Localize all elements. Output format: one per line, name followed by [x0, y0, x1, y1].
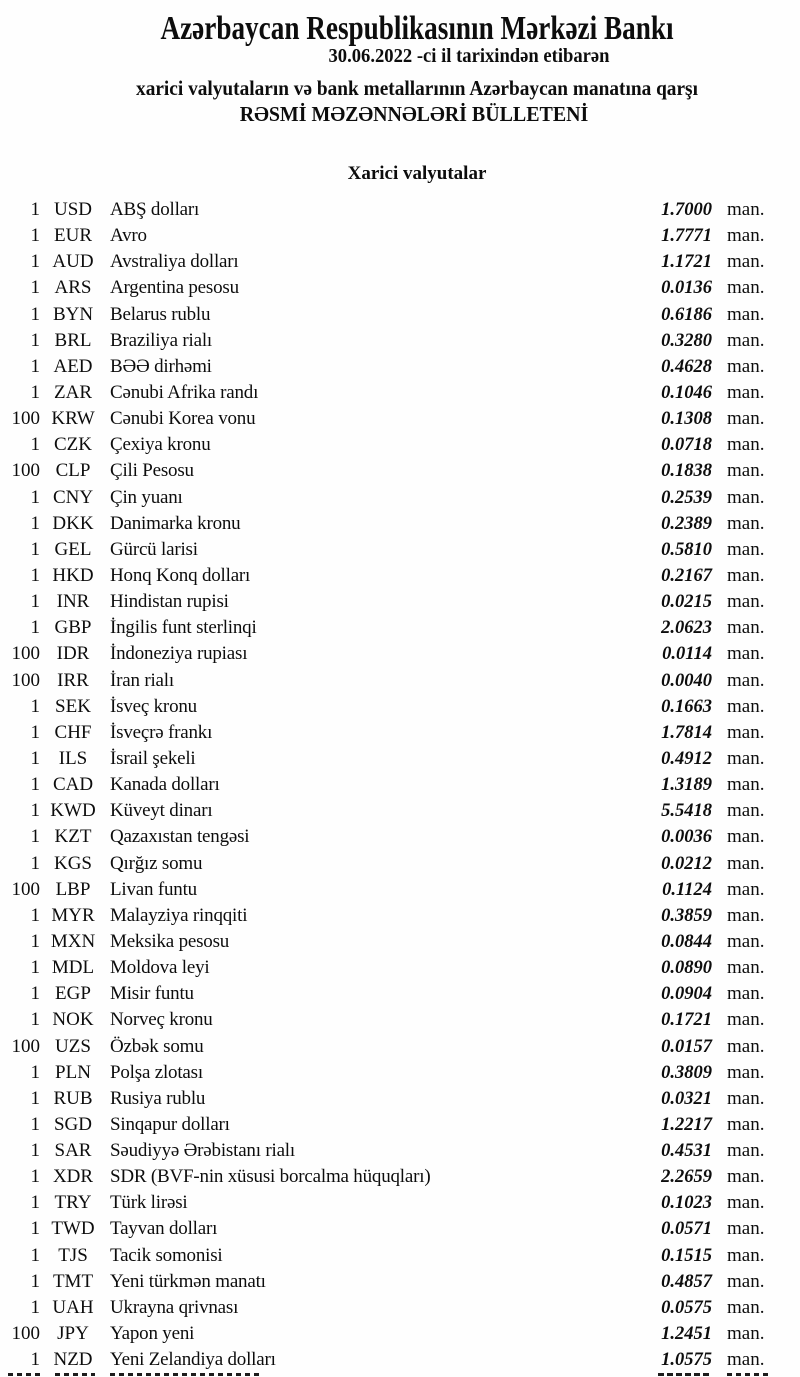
currency-row: [0, 1060, 800, 1086]
currency-unit: man.: [727, 1296, 765, 1318]
currency-quantity: 1: [30, 1087, 40, 1109]
currency-code: BRL: [54, 329, 92, 351]
currency-quantity: 1: [30, 1113, 40, 1135]
currency-rate: 0.0215: [661, 592, 712, 613]
scope-line: xarici valyutaların və bank metallarının Azərbaycan manatına qarşı: [136, 76, 698, 100]
currency-name: Çexiya kronu: [110, 434, 211, 456]
currency-row: [0, 851, 800, 877]
currency-quantity: 1: [30, 381, 40, 403]
currency-rate: 2.0623: [661, 618, 712, 639]
currency-code: BYN: [52, 303, 94, 325]
currency-code: SGD: [53, 1113, 92, 1135]
currency-quantity: 1: [30, 486, 40, 508]
cut-off-row-fragments: [0, 1373, 800, 1377]
currency-name: İngilis funt sterlinqi: [110, 617, 257, 639]
currency-quantity: 100: [11, 878, 40, 900]
currency-unit: man.: [727, 486, 765, 508]
currency-row: [0, 275, 800, 301]
currency-row: [0, 432, 800, 458]
currency-quantity: 1: [30, 1140, 40, 1162]
currency-name: İran rialı: [110, 669, 174, 691]
currency-rate: 0.3809: [661, 1062, 712, 1083]
currency-row: [0, 1347, 800, 1373]
currency-quantity: 1: [30, 617, 40, 639]
currency-name: Qazaxıstan tengəsi: [110, 826, 250, 848]
currency-rate: 0.1124: [662, 879, 712, 900]
currency-name: İsveçrə frankı: [110, 721, 213, 743]
currency-name: Ukrayna qrivnası: [110, 1296, 239, 1318]
currency-name: Cənubi Korea vonu: [110, 408, 256, 430]
currency-row: [0, 197, 800, 223]
currency-rate: 1.1721: [661, 252, 712, 273]
currency-rate: 0.1838: [661, 461, 712, 482]
currency-row: [0, 877, 800, 903]
currency-rate: 1.7000: [661, 200, 712, 220]
effective-date-line: 30.06.2022 -ci il tarixindən etibarən: [328, 45, 610, 67]
currency-name: Qırğız somu: [110, 852, 203, 874]
currency-code: RUB: [53, 1087, 93, 1109]
currency-row: [0, 1086, 800, 1112]
currency-unit: man.: [727, 1166, 765, 1188]
currency-unit: man.: [727, 930, 765, 952]
currency-rate: 0.0136: [661, 278, 712, 299]
currency-rate: 0.1046: [661, 382, 712, 403]
currency-unit: man.: [727, 381, 765, 403]
currency-quantity: 100: [11, 643, 40, 665]
currency-name: BƏƏ dirhəmi: [110, 355, 212, 377]
currency-unit: man.: [727, 852, 765, 874]
currency-name: Gürcü larisi: [110, 538, 198, 560]
currency-rate: 0.0036: [661, 827, 712, 848]
currency-code: CHF: [54, 721, 92, 743]
currency-unit: man.: [727, 669, 765, 691]
currency-name: ABŞ dolları: [110, 199, 200, 220]
currency-code: IDR: [56, 643, 90, 665]
currency-quantity: 1: [30, 329, 40, 351]
currency-unit: man.: [727, 460, 765, 482]
currency-row: [0, 223, 800, 249]
currency-rate: 0.0575: [661, 1297, 712, 1318]
currency-rate: 0.0904: [661, 984, 712, 1005]
currency-unit: man.: [727, 251, 765, 273]
currency-quantity: 1: [30, 225, 40, 247]
currency-rate: 0.5810: [661, 539, 712, 560]
currency-quantity: 1: [30, 277, 40, 299]
currency-row: [0, 589, 800, 615]
currency-code: KRW: [51, 408, 95, 430]
currency-code: MYR: [51, 904, 95, 926]
currency-unit: man.: [727, 591, 765, 613]
currency-code: TMT: [52, 1270, 94, 1292]
currency-name: Misir funtu: [110, 983, 194, 1005]
currency-name: Tayvan dolları: [110, 1218, 218, 1240]
currency-code: GBP: [54, 617, 92, 639]
currency-row: [0, 328, 800, 354]
currency-row: [0, 1007, 800, 1033]
currency-row: [0, 458, 800, 484]
currency-table: [0, 197, 800, 1373]
currency-unit: man.: [727, 1009, 765, 1031]
currency-unit: man.: [727, 1140, 765, 1162]
currency-unit: man.: [727, 1087, 765, 1109]
currency-quantity: 1: [30, 826, 40, 848]
currency-name: Sinqapur dolları: [110, 1113, 230, 1135]
currency-code: AUD: [52, 251, 94, 273]
currency-rate: 0.1663: [661, 696, 712, 717]
currency-row: [0, 720, 800, 746]
currency-row: [0, 824, 800, 850]
currency-unit: man.: [727, 721, 765, 743]
currency-code: TJS: [58, 1244, 88, 1266]
currency-quantity: 1: [30, 983, 40, 1005]
currency-row: [0, 1321, 800, 1347]
currency-rate: 0.3859: [661, 905, 712, 926]
currency-rate: 0.6186: [661, 304, 712, 325]
currency-code: KZT: [54, 826, 92, 848]
currency-quantity: 1: [30, 434, 40, 456]
currency-code: AED: [53, 355, 93, 377]
currency-name: Hindistan rupisi: [110, 591, 229, 613]
currency-rate: 0.1023: [661, 1193, 712, 1214]
currency-quantity: 1: [30, 747, 40, 769]
currency-row: [0, 903, 800, 929]
currency-rate: 1.0575: [661, 1350, 712, 1371]
currency-name: Çili Pesosu: [110, 460, 194, 482]
currency-code: CAD: [52, 774, 94, 796]
currency-unit: man.: [727, 1323, 765, 1345]
currency-quantity: 1: [30, 1270, 40, 1292]
currency-row: [0, 615, 800, 641]
currency-unit: man.: [727, 617, 765, 639]
currency-row: [0, 1216, 800, 1242]
currency-code: SAR: [54, 1140, 92, 1162]
currency-name: Yapon yeni: [110, 1323, 195, 1345]
currency-rate: 0.1721: [661, 1010, 712, 1031]
currency-quantity: 1: [30, 800, 40, 822]
currency-row: [0, 302, 800, 328]
currency-row: [0, 1112, 800, 1138]
currency-quantity: 1: [30, 1061, 40, 1083]
currency-code: DKK: [52, 512, 94, 534]
currency-unit: man.: [727, 564, 765, 586]
currency-unit: man.: [727, 1061, 765, 1083]
currency-name: Tacik somonisi: [110, 1244, 223, 1266]
currency-unit: man.: [727, 512, 765, 534]
currency-unit: man.: [727, 199, 765, 220]
currency-quantity: 1: [30, 355, 40, 377]
currency-quantity: 1: [30, 904, 40, 926]
currency-rate: 1.2451: [661, 1324, 712, 1345]
currency-code: ZAR: [54, 381, 92, 403]
currency-code: UZS: [55, 1035, 91, 1057]
currency-rate: 0.0212: [661, 853, 712, 874]
currency-row: [0, 485, 800, 511]
currency-row: [0, 1190, 800, 1216]
cut-off-quantity-fragment: [8, 1373, 40, 1376]
currency-name: Moldova leyi: [110, 957, 210, 979]
currency-code: ILS: [58, 747, 88, 769]
currency-quantity: 1: [30, 538, 40, 560]
cut-off-name-fragment: [110, 1373, 262, 1376]
currency-unit: man.: [727, 225, 765, 247]
currency-code: SEK: [55, 695, 91, 717]
currency-name: Kanada dolları: [110, 774, 220, 796]
cut-off-rate-fragment: [658, 1373, 712, 1376]
currency-code: NZD: [53, 1349, 93, 1371]
currency-row: [0, 511, 800, 537]
currency-rate: 0.0157: [661, 1036, 712, 1057]
currency-name: Cənubi Afrika randı: [110, 381, 259, 403]
currency-quantity: 1: [30, 1349, 40, 1371]
currency-row: [0, 1269, 800, 1295]
currency-row: [0, 772, 800, 798]
currency-name: Səudiyyə Ərəbistanı rialı: [110, 1140, 295, 1162]
currency-code: LBP: [55, 878, 91, 900]
currency-name: Polşa zlotası: [110, 1061, 203, 1083]
currency-row: [0, 668, 800, 694]
currency-unit: man.: [727, 408, 765, 430]
currency-quantity: 1: [30, 774, 40, 796]
currency-rate: 0.0571: [661, 1219, 712, 1240]
currency-code: MDL: [51, 957, 95, 979]
currency-rate: 0.4912: [661, 748, 712, 769]
currency-code: CZK: [54, 434, 92, 456]
currency-quantity: 1: [30, 251, 40, 273]
currency-unit: man.: [727, 329, 765, 351]
currency-rate: 0.1515: [661, 1245, 712, 1266]
currency-row: [0, 1034, 800, 1060]
currency-quantity: 1: [30, 721, 40, 743]
currency-unit: man.: [727, 1244, 765, 1266]
currency-name: İsrail şekeli: [110, 747, 196, 769]
currency-row: [0, 798, 800, 824]
currency-quantity: 1: [30, 1166, 40, 1188]
section-title-foreign-currencies: Xarici valyutalar: [347, 163, 487, 184]
currency-quantity: 1: [30, 1296, 40, 1318]
currency-rate: 0.2539: [661, 487, 712, 508]
currency-code: ARS: [54, 277, 92, 299]
currency-quantity: 100: [11, 460, 40, 482]
currency-unit: man.: [727, 434, 765, 456]
currency-rate: 2.2659: [661, 1167, 712, 1188]
currency-code: EGP: [55, 983, 91, 1005]
currency-row: [0, 354, 800, 380]
currency-quantity: 1: [30, 1218, 40, 1240]
currency-unit: man.: [727, 1035, 765, 1057]
currency-rate: 0.0718: [661, 435, 712, 456]
currency-quantity: 1: [30, 1009, 40, 1031]
currency-rate: 0.0114: [662, 644, 712, 665]
currency-row: [0, 694, 800, 720]
currency-name: Özbək somu: [110, 1035, 204, 1057]
currency-unit: man.: [727, 538, 765, 560]
currency-row: [0, 746, 800, 772]
currency-quantity: 1: [30, 957, 40, 979]
currency-name: Meksika pesosu: [110, 930, 230, 952]
currency-quantity: 1: [30, 512, 40, 534]
currency-row: [0, 249, 800, 275]
currency-quantity: 1: [30, 591, 40, 613]
currency-name: Danimarka kronu: [110, 512, 241, 534]
currency-unit: man.: [727, 1270, 765, 1292]
currency-quantity: 1: [30, 303, 40, 325]
currency-code: XDR: [52, 1166, 94, 1188]
currency-rate: 0.4857: [661, 1271, 712, 1292]
currency-rate: 0.0890: [661, 958, 712, 979]
currency-code: INR: [56, 591, 90, 613]
currency-row: [0, 380, 800, 406]
currency-code: CNY: [52, 486, 94, 508]
currency-code: MXN: [50, 930, 96, 952]
currency-row: [0, 1138, 800, 1164]
currency-rate: 0.4531: [661, 1141, 712, 1162]
currency-name: Honq Konq dolları: [110, 564, 251, 586]
currency-quantity: 1: [30, 1192, 40, 1214]
currency-quantity: 1: [30, 1244, 40, 1266]
currency-unit: man.: [727, 878, 765, 900]
currency-row: [0, 1164, 800, 1190]
currency-row: [0, 641, 800, 667]
currency-rate: 1.7771: [661, 226, 712, 247]
currency-quantity: 1: [30, 564, 40, 586]
currency-quantity: 100: [11, 408, 40, 430]
currency-code: JPY: [57, 1323, 89, 1345]
currency-rate: 0.2389: [661, 513, 712, 534]
currency-row: [0, 1243, 800, 1269]
currency-unit: man.: [727, 695, 765, 717]
currency-rate: 0.0844: [661, 931, 712, 952]
currency-row: [0, 406, 800, 432]
currency-name: İndoneziya rupiası: [110, 643, 248, 665]
currency-unit: man.: [727, 355, 765, 377]
currency-code: EUR: [54, 225, 92, 247]
currency-rate: 0.1308: [661, 409, 712, 430]
currency-name: Braziliya rialı: [110, 329, 212, 351]
currency-name: Yeni türkmən manatı: [110, 1270, 266, 1292]
currency-rate: 1.7814: [661, 722, 712, 743]
currency-name: Livan funtu: [110, 878, 197, 900]
currency-unit: man.: [727, 1192, 765, 1214]
currency-quantity: 100: [11, 1323, 40, 1345]
bank-title: Azərbaycan Respublikasının Mərkəzi Bankı: [160, 10, 674, 47]
currency-code: NOK: [52, 1009, 94, 1031]
currency-quantity: 1: [30, 199, 40, 220]
currency-name: Yeni Zelandiya dolları: [110, 1349, 276, 1371]
currency-quantity: 100: [11, 669, 40, 691]
currency-name: SDR (BVF-nin xüsusi borcalma hüquqları): [110, 1166, 431, 1188]
currency-code: GEL: [54, 538, 92, 560]
currency-code: KWD: [50, 800, 96, 822]
currency-rate: 5.5418: [661, 801, 712, 822]
currency-unit: man.: [727, 747, 765, 769]
currency-name: Rusiya rublu: [110, 1087, 206, 1109]
currency-quantity: 1: [30, 930, 40, 952]
currency-name: İsveç kronu: [110, 695, 197, 717]
currency-code: CLP: [55, 460, 91, 482]
currency-unit: man.: [727, 277, 765, 299]
currency-unit: man.: [727, 983, 765, 1005]
currency-unit: man.: [727, 1113, 765, 1135]
currency-code: IRR: [57, 669, 89, 691]
currency-row: [0, 955, 800, 981]
currency-code: USD: [53, 199, 92, 220]
currency-rate: 0.0040: [661, 670, 712, 691]
currency-code: HKD: [52, 564, 94, 586]
currency-quantity: 1: [30, 852, 40, 874]
currency-row: [0, 537, 800, 563]
currency-name: Küveyt dinarı: [110, 800, 213, 822]
currency-row: [0, 929, 800, 955]
currency-code: UAH: [52, 1296, 94, 1318]
currency-row: [0, 563, 800, 589]
currency-rate: 0.0321: [661, 1088, 712, 1109]
currency-unit: man.: [727, 800, 765, 822]
currency-name: Avstraliya dolları: [110, 251, 239, 273]
currency-unit: man.: [727, 303, 765, 325]
currency-code: KGS: [53, 852, 92, 874]
currency-unit: man.: [727, 957, 765, 979]
currency-name: Türk lirəsi: [110, 1192, 188, 1214]
currency-name: Avro: [110, 225, 147, 247]
currency-quantity: 100: [11, 1035, 40, 1057]
currency-name: Çin yuanı: [110, 486, 183, 508]
currency-row: [0, 1295, 800, 1321]
currency-unit: man.: [727, 1349, 765, 1371]
currency-code: TWD: [51, 1218, 95, 1240]
currency-code: TRY: [54, 1192, 92, 1214]
currency-name: Malayziya rinqqiti: [110, 904, 248, 926]
currency-unit: man.: [727, 1218, 765, 1240]
currency-unit: man.: [727, 826, 765, 848]
currency-unit: man.: [727, 904, 765, 926]
currency-unit: man.: [727, 643, 765, 665]
currency-rate: 0.3280: [661, 330, 712, 351]
bulletin-title: RƏSMİ MƏZƏNNƏLƏRİ BÜLLETENİ: [239, 102, 589, 126]
currency-name: Belarus rublu: [110, 303, 211, 325]
currency-rate: 1.2217: [661, 1114, 712, 1135]
currency-rate: 0.4628: [661, 356, 712, 377]
currency-unit: man.: [727, 774, 765, 796]
currency-name: Norveç kronu: [110, 1009, 213, 1031]
currency-code: PLN: [55, 1061, 91, 1083]
cut-off-unit-fragment: [727, 1373, 771, 1376]
currency-name: Argentina pesosu: [110, 277, 239, 299]
cut-off-code-fragment: [55, 1373, 95, 1376]
currency-rate: 0.2167: [661, 565, 712, 586]
currency-quantity: 1: [30, 695, 40, 717]
currency-row: [0, 981, 800, 1007]
currency-rate: 1.3189: [661, 775, 712, 796]
